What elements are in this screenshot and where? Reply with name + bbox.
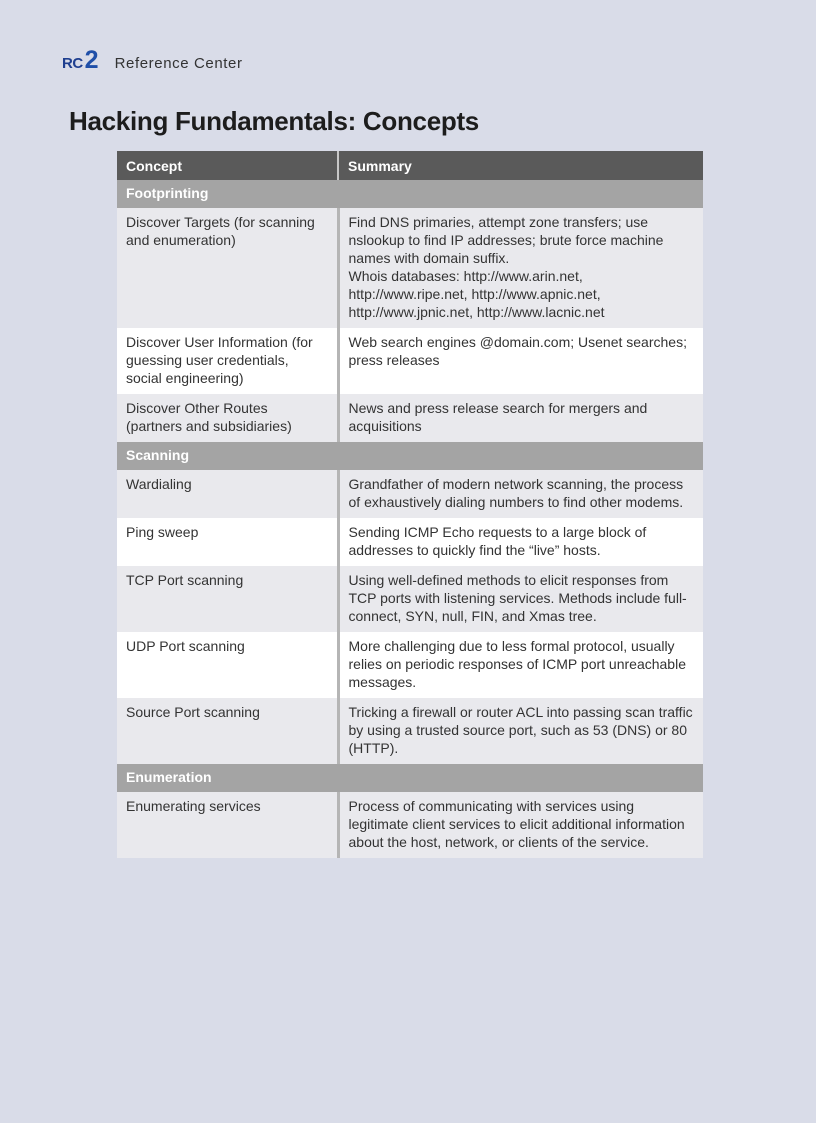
table-header-row bbox=[117, 151, 703, 180]
rc-logo: RC bbox=[62, 55, 83, 72]
section-row-scanning bbox=[117, 442, 703, 470]
table-row bbox=[117, 698, 703, 764]
column-header-concept: Concept bbox=[117, 151, 338, 180]
section-label: Enumeration bbox=[117, 764, 703, 792]
table-row bbox=[117, 470, 703, 518]
page-title: Hacking Fundamentals: Concepts bbox=[69, 106, 479, 136]
concept-cell: Discover Other Routes (partners and subsidiaries) bbox=[117, 394, 338, 442]
summary-text-extra: Whois databases: http://www.arin.net, http://www.ripe.net, http://www.apnic.net, http://www.jpnic.net, http://www.lacnic.net bbox=[348, 268, 605, 320]
table-row bbox=[117, 328, 703, 394]
concept-cell: Discover Targets (for scanning and enumeration) bbox=[117, 208, 338, 328]
table-row bbox=[117, 632, 703, 698]
concept-cell: Ping sweep bbox=[117, 518, 338, 566]
section-row-enumeration bbox=[117, 764, 703, 792]
table-row bbox=[117, 208, 703, 328]
section-label: Footprinting bbox=[117, 180, 703, 208]
summary-cell: Tricking a firewall or router ACL into passing scan traffic by using a trusted source port, such as 53 (DNS) or 80 (HTTP). bbox=[338, 698, 703, 764]
concept-cell: Discover User Information (for guessing user credentials, social engineering) bbox=[117, 328, 338, 394]
table-row bbox=[117, 394, 703, 442]
section-row-footprinting bbox=[117, 180, 703, 208]
summary-cell bbox=[338, 208, 703, 328]
summary-cell: Process of communicating with services using legitimate client services to elicit additional information about the host, network, or clients of the service. bbox=[338, 792, 703, 858]
concept-cell: Enumerating services bbox=[117, 792, 338, 858]
summary-cell: Sending ICMP Echo requests to a large block of addresses to quickly find the “live” hosts. bbox=[338, 518, 703, 566]
table-row bbox=[117, 566, 703, 632]
summary-cell: More challenging due to less formal protocol, usually relies on periodic responses of ICMP port unreachable messages. bbox=[338, 632, 703, 698]
reference-center-title: Reference Center bbox=[114, 55, 243, 72]
summary-cell: Grandfather of modern network scanning, the process of exhaustively dialing numbers to find other modems. bbox=[338, 470, 703, 518]
summary-cell: Using well-defined methods to elicit responses from TCP ports with listening services. Methods include full-connect, SYN, null, FIN, and Xmas tree. bbox=[338, 566, 703, 632]
section-label: Scanning bbox=[117, 442, 703, 470]
concept-cell: Source Port scanning bbox=[117, 698, 338, 764]
summary-text: Find DNS primaries, attempt zone transfers; use nslookup to find IP addresses; brute force machine names with domain suffix. bbox=[348, 214, 664, 266]
page-header bbox=[62, 46, 243, 75]
concept-cell: UDP Port scanning bbox=[117, 632, 338, 698]
column-header-summary: Summary bbox=[338, 151, 703, 180]
table-row bbox=[117, 518, 703, 566]
concept-cell: TCP Port scanning bbox=[117, 566, 338, 632]
concept-cell: Wardialing bbox=[117, 470, 338, 518]
concepts-table bbox=[117, 151, 703, 858]
summary-cell: Web search engines @domain.com; Usenet searches; press releases bbox=[338, 328, 703, 394]
rc-number: 2 bbox=[84, 46, 99, 74]
table-row bbox=[117, 792, 703, 858]
summary-cell: News and press release search for mergers and acquisitions bbox=[338, 394, 703, 442]
